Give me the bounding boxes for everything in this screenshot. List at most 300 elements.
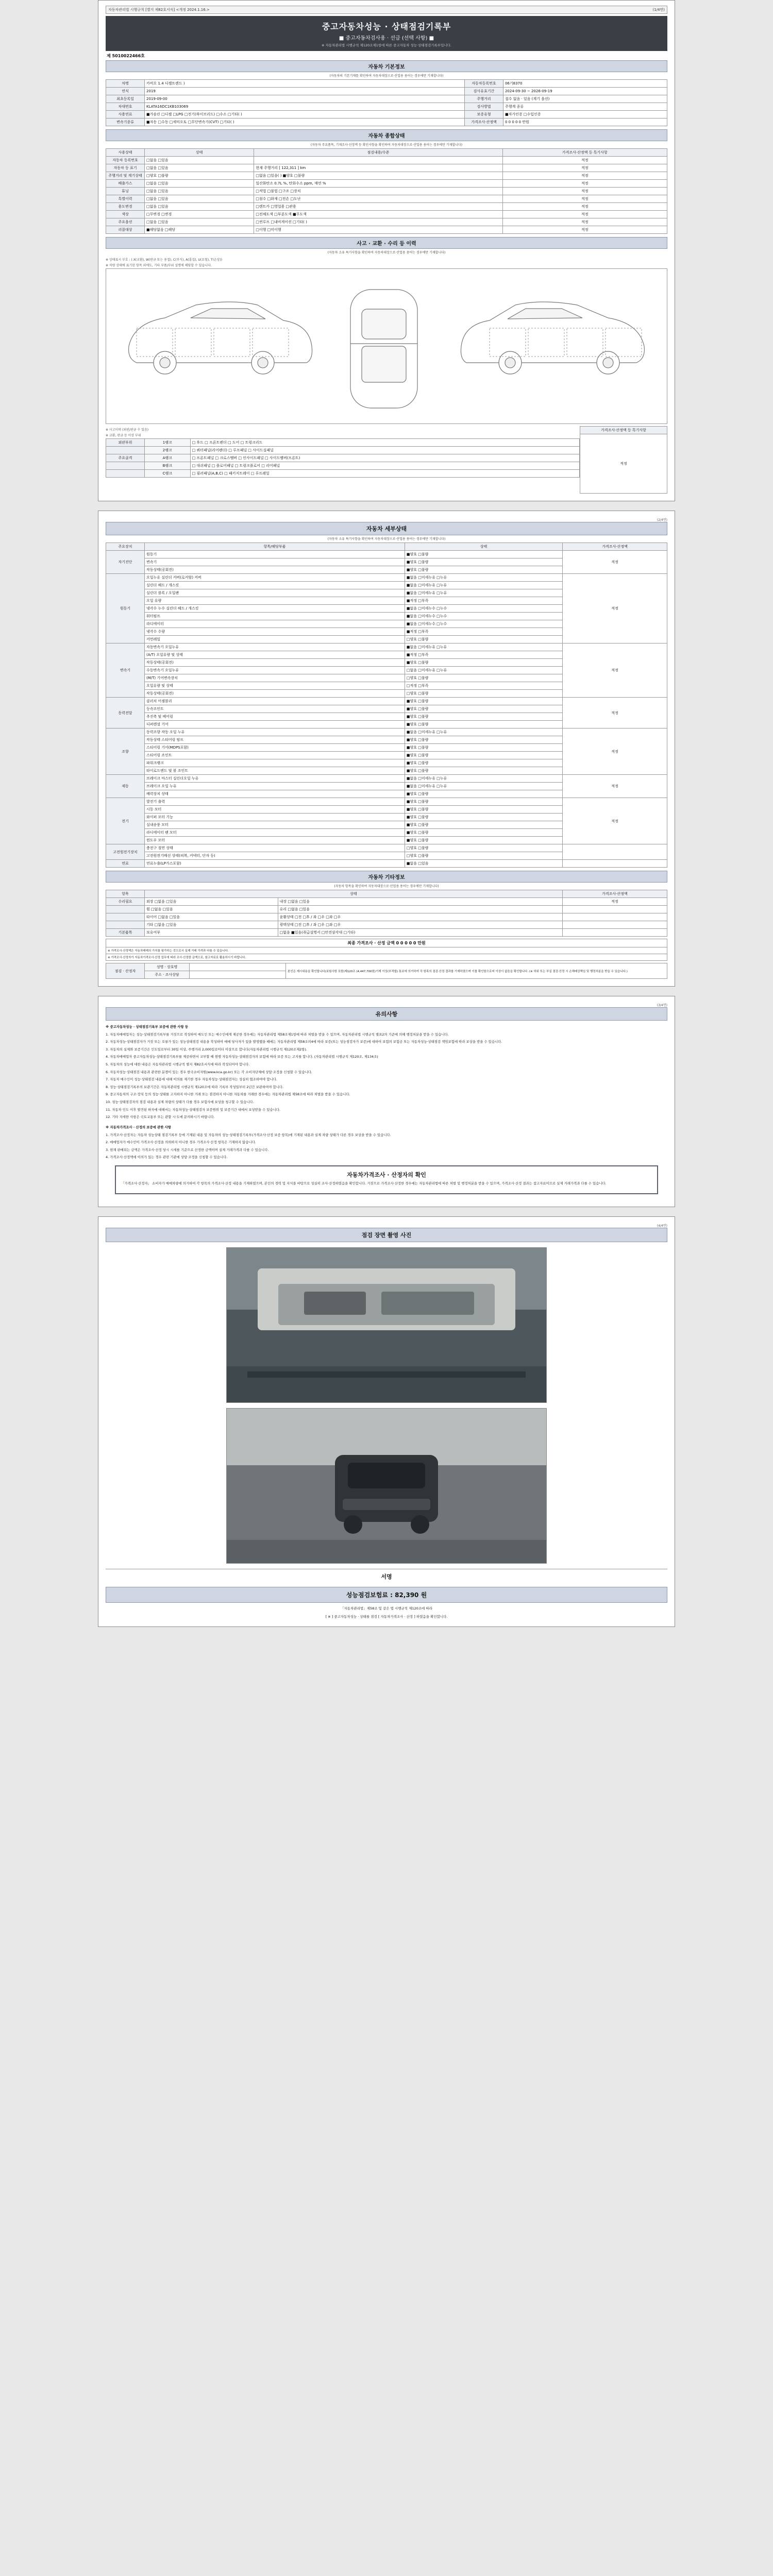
accident-group-0: 외판부위: [106, 439, 145, 447]
detail-state-2-1[interactable]: ■적정 □부족: [405, 651, 562, 659]
detail-row: [106, 698, 667, 705]
detail-state-7-0[interactable]: □양호 □불량: [405, 844, 562, 852]
detail-state-4-0[interactable]: ■없음 □미세누유 □누유: [405, 728, 562, 736]
detail-item-1-7: 냉각수 수량: [145, 628, 405, 636]
detail-table: [106, 543, 667, 868]
accident-parts-2[interactable]: □ 프론트패널 □ 크로스멤버 □ 인사이드패널 □ 사이드멤버(프론트): [190, 454, 579, 462]
detail-row: [106, 798, 667, 806]
detail-item-3-1: 등속조인트: [145, 705, 405, 713]
photos-title: 점검 장면 촬영 사진: [106, 1228, 667, 1242]
notice-sub-head: ※ 자동차가격조사 · 산정의 보증에 관한 사항: [106, 1125, 171, 1129]
basic-value-2[interactable]: 2019-09-00: [145, 95, 465, 103]
basic-info-row: [106, 103, 667, 111]
detail-item-1-3: 오일 유량: [145, 597, 405, 605]
basic-label-2: 최초등록일: [106, 95, 145, 103]
document-title: 중고자동차성능 · 상태점검기록부: [322, 22, 451, 31]
detail-state-3-3[interactable]: ■양호 □불량: [405, 721, 562, 728]
accident-rank-2: A랭크: [145, 454, 191, 462]
basic-info-row: [106, 95, 667, 103]
notice-subitem-2: 3. 현재 판매되는 금액은 가격조사·산정 당시 시세를 기준으로 산정한 금액이며 실제 거래가격과 다를 수 있습니다.: [106, 1147, 269, 1152]
signer-name-value[interactable]: [190, 963, 286, 971]
basic-value-1[interactable]: 2019: [145, 88, 465, 95]
detail-state-5-1[interactable]: ■없음 □미세누유 □누유: [405, 783, 562, 790]
accident-parts-0[interactable]: □ 후드 □ 프론트펜더 □ 도어 □ 트렁크리드: [190, 439, 579, 447]
detail-state-1-1[interactable]: ■없음 □미세누유 □누유: [405, 582, 562, 589]
basic-value2-2[interactable]: 접수 없음 · 있음 (계기 옵션): [503, 95, 667, 103]
notice-item-5: 6. 자동차성능·상태점검 내용과 관련한 분쟁이 있는 경우 한국소비자원(www.kca.go.kr) 또는 각 소비자단체에 상담·조정을 신청할 수 있습니다.: [106, 1070, 312, 1074]
others-b-0[interactable]: 내장 □없음 □있음: [278, 898, 562, 906]
others-key-1: [106, 906, 145, 913]
overall-note-9: 적정: [502, 226, 667, 234]
detail-state-5-2[interactable]: ■양호 □불량: [405, 790, 562, 798]
basic-info-row: [106, 111, 667, 118]
detail-state-6-0[interactable]: ■양호 □불량: [405, 798, 562, 806]
basic-info-row: [106, 118, 667, 126]
declaration-box: [115, 1165, 658, 1194]
detail-item-4-4: 파워크랭크: [145, 759, 405, 767]
detail-group-1: 원동기: [106, 574, 145, 643]
detail-item-4-2: 스티어링 기어(MDPS포함): [145, 744, 405, 752]
detail-item-1-1: 실린더 헤드 / 개스킷: [145, 582, 405, 589]
detail-row: [106, 643, 667, 651]
others-b-4[interactable]: □없음 ■있음(취급설명서 □안전삼각대 □기타): [278, 929, 562, 937]
detail-state-3-2[interactable]: ■양호 □불량: [405, 713, 562, 721]
accident-part-row: [106, 447, 580, 454]
detail-note-6: 적정: [563, 798, 667, 844]
others-section-title: 자동차 기타정보: [106, 871, 667, 883]
overall-note-8: 적정: [502, 218, 667, 226]
detail-item-1-5: 워터펌프: [145, 613, 405, 620]
overall-row: [106, 203, 667, 211]
detail-state-4-2[interactable]: ■양호 □불량: [405, 744, 562, 752]
detail-group-6: 전기: [106, 798, 145, 844]
car-damage-diagram: [106, 268, 667, 424]
overall-row: [106, 195, 667, 203]
detail-item-0-0: 원동기: [145, 551, 405, 558]
basic-label2-0: 자동차등록번호: [464, 80, 503, 88]
overall-note-6: 적정: [502, 203, 667, 211]
detail-state-4-5[interactable]: ■양호 □불량: [405, 767, 562, 775]
notice-item-2: 3. 자동차의 실제와 보증기간은 인도일로부터 30일 이상, 주행거리 2,000킬로미터 이상으로 합니다(자동차관리법 시행규칙 제120조제2항).: [106, 1047, 307, 1052]
page-mark-3: (3/4면): [657, 1004, 667, 1007]
notice-subitem-0: 1. 가격조사·산정자는 자동차 성능상태 점검기록부 등에 기재된 내용 및 자동차의 성능·상태점검기록부(가격조사·산정 보증 항목)에 기재된 내용과 실제 차량 상태가 다른 경우 보상을 받을 수 있습니다.: [106, 1132, 391, 1137]
basic-label-4: 사용연료: [106, 111, 145, 118]
basic-section-note: (자동차의 기본기재를 확인하여 자동차대장으로·산업용 용어는 경우에만 기재합니다): [329, 74, 444, 78]
basic-info-row: [106, 80, 667, 88]
accident-part-row: [106, 439, 580, 447]
final-price-note-1: ※ 가격조사·산정액은 자동차매매의 가치를 평가하는 것으로서 실제 거래 가격과 다를 수 있습니다.: [106, 947, 667, 954]
overall-detail-7[interactable]: □전체도색 □부분도색 ■무도색: [254, 211, 502, 218]
detail-state-6-1[interactable]: ■양호 □불량: [405, 806, 562, 814]
document-subnote: ※ 자동차관리법 시행규칙 제120조제1항에 따른 중고자동차 성능·상태점검기록부입니다.: [321, 43, 451, 47]
photo-engine-bay-svg: [227, 1248, 546, 1402]
detail-item-7-0: 충전구 절연 상태: [145, 844, 405, 852]
final-price-band: 최종 가격조사 · 산정 금액 0 0 0 0 0 만원: [106, 939, 667, 947]
detail-item-6-2: 와이퍼 모터 기능: [145, 814, 405, 821]
others-key-4: 기본품목: [106, 929, 145, 937]
basic-label2-4: 보증유형: [464, 111, 503, 118]
overall-detail-6[interactable]: □렌트카 □영업용 □관용: [254, 203, 502, 211]
detail-row: [106, 574, 667, 582]
notice-item-4: 5. 자동차의 성능에 대한 내용은 자동차관리법 시행규칙 별지 제82호서식에 따라 작성되어야 합니다.: [106, 1062, 250, 1067]
detail-item-6-1: 시동 모터: [145, 806, 405, 814]
detail-group-8: 연료: [106, 860, 145, 868]
detail-item-6-5: 윈도우 모터: [145, 837, 405, 844]
detail-group-2: 변속기: [106, 643, 145, 698]
overall-detail-4[interactable]: □적법 □불법 □구조 □장치: [254, 188, 502, 195]
document-number: 제 5010022466호: [107, 54, 145, 58]
car-diagram-svg: [106, 269, 667, 423]
detail-row: [106, 551, 667, 558]
basic-value-5[interactable]: ■자동 □수동 □세미오토 □무단변속기(CVT) □기타( ): [145, 118, 465, 126]
accident-note-1: ※ 상태표시 부호 : ( X(교환), W(판금 또는 용접), C(부식), A(흠집), U(요철), T(손상)): [106, 258, 223, 262]
detail-row: [106, 844, 667, 852]
basic-value-0[interactable]: 카비오 1.4 디젤트렌드 ): [145, 80, 465, 88]
overall-name-6: 용도변경: [106, 203, 145, 211]
detail-state-2-6[interactable]: □양호 □불량: [405, 690, 562, 698]
detail-item-2-0: 자동변속기 오일누유: [145, 643, 405, 651]
others-note-2: [562, 913, 667, 921]
detail-item-6-3: 실내송풍 모터: [145, 821, 405, 829]
basic-label2-1: 검사유효기간: [464, 88, 503, 95]
overall-row: [106, 188, 667, 195]
detail-state-1-2[interactable]: ■없음 □미세누유 □누유: [405, 589, 562, 597]
accident-rank-0: 1랭크: [145, 439, 191, 447]
detail-state-1-0[interactable]: ■없음 □미세누유 □누유: [405, 574, 562, 582]
detail-item-8-0: 연료누출(LP가스포함): [145, 860, 405, 868]
others-a-3[interactable]: 기타 □없음 □있음: [145, 921, 278, 929]
form-legal-note: [106, 6, 667, 14]
detail-group-5: 제동: [106, 775, 145, 798]
inspection-insurance-fee: 성능점검보험료 : 82,390 원: [106, 1587, 667, 1603]
accident-parts-1[interactable]: □ 쿼터패널(리어펜더) □ 루프패널 □ 사이드실패널: [190, 447, 579, 454]
basic-value2-1[interactable]: 2024-09-30 ~ 2026-09-19: [503, 88, 667, 95]
overall-state-4[interactable]: □없음 □있음: [145, 188, 254, 195]
overall-name-5: 특별이력: [106, 195, 145, 203]
detail-item-1-6: 라디에이터: [145, 620, 405, 628]
overall-row: [106, 172, 667, 180]
detail-note-2: 적정: [563, 643, 667, 698]
detail-item-1-0: 오일누유 실린더 커버(로커암) 커버: [145, 574, 405, 582]
final-price-note-2: ※ 가격조사·산정자가 자동차가격조사·산정 업무에 따라 조사·산정한 금액으로, 참고자료로 활용하시기 바랍니다.: [106, 954, 667, 961]
others-a-4[interactable]: 보유여부: [145, 929, 278, 937]
others-row: [106, 929, 667, 937]
detail-note-5: 적정: [563, 775, 667, 798]
detail-state-3-1[interactable]: ■양호 □불량: [405, 705, 562, 713]
signer-statement: 본인은 제시내용을 확인합니다(보험사항 포함)제120조 (4,447,700원)기재 이상(부적합) 통보에 의거하여 각 항목의 점검·산정 결과를 기재하였으며 이를 확인함으로써 이상이 없음을 확인합니다. (※ 허위 또는 부실 점검·산정 시 손해배상책임 및 행정처분을 받을 수 있습니다.): [286, 963, 667, 979]
overall-detail-9[interactable]: □이행 □미이행: [254, 226, 502, 234]
overall-detail-5[interactable]: □침수 □화재 □전손 □도난: [254, 195, 502, 203]
overall-row: [106, 226, 667, 234]
basic-info-row: [106, 88, 667, 95]
detail-item-5-0: 브레이크 마스터 실린더오일 누유: [145, 775, 405, 783]
declaration-body: 「가격조사·산정자」 소비자가 매매차량에 의거하여 각 항목의 가격조사·산정 내용을 기재하였으며, 본인의 경력 및 지식을 바탕으로 성실히 조사·산정하였음을 확인합니다. 거짓으로 가격조사·산정한 경우에는 자동차관리법에 따른 처벌 및 행정처분을 받을 수 있으며, 가격조사·산정 결과는 참고자료이므로 실제 거래가격과 다를 수 있습니다.: [121, 1181, 607, 1185]
detail-state-2-4[interactable]: □양호 □불량: [405, 674, 562, 682]
basic-value-4[interactable]: ■가솔린 □디젤 □LPG □전기(하이브리드) □수소 □기타( ): [145, 111, 465, 118]
others-key-3: [106, 921, 145, 929]
notice-item-7: 8. 성능·상태점검기록부의 보관기간은 자동차관리법 시행규칙 제120조에 따라 기록부 작성일부터 2년간 보관하여야 합니다.: [106, 1084, 284, 1089]
others-key-0: 수리필요: [106, 898, 145, 906]
detail-section-note: (자동차 소유 특기사항을 확인하여 자동차대장으로·산업용 용어는 경우에만 기재합니다): [327, 537, 446, 541]
page-mark-1: (1/4면): [652, 8, 665, 12]
overall-note-3: 적정: [502, 180, 667, 188]
overall-state-2[interactable]: □양호 □불량: [145, 172, 254, 180]
detail-state-3-0[interactable]: ■양호 □불량: [405, 698, 562, 705]
overall-state-5[interactable]: □없음 □있음: [145, 195, 254, 203]
form-code: 자동차관리법 시행규칙 [별지 제82호서식] <개정 2024.1.16.>: [108, 8, 210, 12]
accident-part-row: [106, 470, 580, 478]
accident-note-2: ※ 차량 상태에 표기된 항목 외에도, 기타 부품/부위 설명에 해당할 수 있습니다.: [106, 264, 212, 267]
notice-subitem-1: 2. 매매업자가 매수인이 가격조사·산정을 의뢰하지 아니한 경우 가격조사·산정 항목은 기재하지 않습니다.: [106, 1140, 256, 1145]
notice-item-9: 10. 성능·상태점검자의 점검 내용과 실제 차량의 상태가 다를 경우 보험사에 보상을 청구할 수 있습니다.: [106, 1100, 254, 1105]
others-note-1: [562, 906, 667, 913]
detail-state-1-8[interactable]: □양호 □불량: [405, 636, 562, 643]
accident-rank-4: C랭크: [145, 470, 191, 478]
detail-state-0-2[interactable]: ■양호 □불량: [405, 566, 562, 574]
detail-row: [106, 775, 667, 783]
others-a-1[interactable]: 휠 □없음 □있음: [145, 906, 278, 913]
notice-title: 유의사항: [106, 1007, 667, 1021]
detail-header-1: 항목/해당부품: [145, 543, 405, 551]
photo-vehicle-rear-svg: [227, 1409, 546, 1563]
detail-item-5-1: 브레이크 오일 누유: [145, 783, 405, 790]
detail-item-5-2: 배력장치 상태: [145, 790, 405, 798]
others-section-note: (자동차 항목을 확인하여 자동차대장으로·산업용 용어는 경우에만 기재합니다): [334, 885, 439, 888]
detail-state-1-3[interactable]: ■적정 □부족: [405, 597, 562, 605]
overall-name-9: 리콜대상: [106, 226, 145, 234]
detail-state-1-6[interactable]: ■없음 □미세누수 □누수: [405, 620, 562, 628]
others-row: [106, 913, 667, 921]
accident-section-title: 사고 · 교환 · 수리 등 이력: [106, 237, 667, 249]
basic-label2-2: 주행거리: [464, 95, 503, 103]
detail-item-2-1: (A/T) 오일유량 및 상태: [145, 651, 405, 659]
detail-state-6-3[interactable]: ■양호 □불량: [405, 821, 562, 829]
page-mark-2: (2/4면): [657, 518, 667, 522]
detail-state-2-3[interactable]: □없음 □미세누유 □누유: [405, 667, 562, 674]
detail-note-3: 적정: [563, 698, 667, 728]
detail-state-6-2[interactable]: ■양호 □불량: [405, 814, 562, 821]
accident-part-row: [106, 462, 580, 470]
detail-row: [106, 860, 667, 868]
overall-detail-2[interactable]: □없음 □있음( ) ■양호 □불량: [254, 172, 502, 180]
overall-state-9[interactable]: ■해당없음 □해당: [145, 226, 254, 234]
detail-state-6-5[interactable]: ■양호 □불량: [405, 837, 562, 844]
overall-section-title: 자동차 종합상태: [106, 129, 667, 141]
detail-state-1-7[interactable]: ■적정 □부족: [405, 628, 562, 636]
basic-label-1: 연식: [106, 88, 145, 95]
overall-note-2: 적정: [502, 172, 667, 180]
overall-note-0: 적정: [502, 157, 667, 164]
detail-item-2-3: 수동변속기 오일누유: [145, 667, 405, 674]
detail-state-0-1[interactable]: ■양호 □불량: [405, 558, 562, 566]
signer-name-label: 성명 · 상호명: [145, 963, 190, 971]
detail-state-7-1[interactable]: □양호 □불량: [405, 852, 562, 860]
sheet-3: [98, 996, 675, 1207]
detail-state-4-4[interactable]: ■양호 □불량: [405, 759, 562, 767]
detail-state-4-3[interactable]: ■양호 □불량: [405, 752, 562, 759]
overall-state-1[interactable]: □없음 □있음: [145, 164, 254, 172]
detail-state-2-2[interactable]: ■양호 □불량: [405, 659, 562, 667]
others-b-3[interactable]: 광택상태 □전 □후 / 좌 □우 □좌 □우: [278, 921, 562, 929]
detail-item-4-5: 타이로드엔드 및 볼 조인트: [145, 767, 405, 775]
detail-state-8-0[interactable]: ■없음 □있음: [405, 860, 562, 868]
detail-group-0: 자기진단: [106, 551, 145, 574]
others-row: [106, 921, 667, 929]
detail-item-3-0: 클러치 어셈블리: [145, 698, 405, 705]
detail-item-6-4: 라디에이터 팬 모터: [145, 829, 405, 837]
basic-label2-5: 가격조사·산정액: [464, 118, 503, 126]
basic-value2-4[interactable]: ■자가인증 □수입인증: [503, 111, 667, 118]
accident-legend-sub: ※ 교환, 판금 등 이상 부위: [106, 434, 141, 437]
detail-state-5-0[interactable]: ■없음 □미세누유 □누유: [405, 775, 562, 783]
footer-note-2: [ ※ ] 중고자동차성능 · 상태를 점검 [ 자동차가격조사 · 산정 ] 하였음을 확인합니다.: [325, 1614, 448, 1619]
detail-state-1-4[interactable]: ■없음 □미세누수 □누수: [405, 605, 562, 613]
others-b-1[interactable]: 유리 □없음 □있음: [278, 906, 562, 913]
detail-note-8: [563, 860, 667, 868]
detail-item-1-2: 실린더 블록 / 오일팬: [145, 589, 405, 597]
basic-value-3[interactable]: KLATA16DC1KB103069: [145, 103, 465, 111]
signer-addr-value[interactable]: [190, 971, 286, 979]
overall-name-1: 자동차 등 표기: [106, 164, 145, 172]
accident-parts-3[interactable]: □ 대쉬패널 □ 플로어패널 □ 트렁크플로어 □ 리어패널: [190, 462, 579, 470]
detail-state-1-5[interactable]: ■없음 □미세누수 □누수: [405, 613, 562, 620]
overall-header-2: 점검내용/수준: [254, 149, 502, 157]
overall-state-8[interactable]: □없음 □있음: [145, 218, 254, 226]
accident-group-4: [106, 470, 145, 478]
detail-header-0: 주요장치: [106, 543, 145, 551]
basic-value2-5[interactable]: 0 0 0 0 0 만원: [503, 118, 667, 126]
page-mark-4: (4/4면): [657, 1224, 667, 1228]
detail-header-2: 상태: [405, 543, 562, 551]
sheet-1: [98, 0, 675, 501]
overall-name-3: 배출가스: [106, 180, 145, 188]
others-key-2: [106, 913, 145, 921]
detail-item-3-2: 추진축 및 베어링: [145, 713, 405, 721]
detail-group-3: 동력전달: [106, 698, 145, 728]
overall-name-7: 색상: [106, 211, 145, 218]
detail-item-1-4: 냉각수 누수 실린더 헤드 / 개스킷: [145, 605, 405, 613]
others-a-2[interactable]: 타이어 □없음 □있음: [145, 913, 278, 921]
overall-name-4: 튜닝: [106, 188, 145, 195]
overall-state-0[interactable]: □없음 □있음: [145, 157, 254, 164]
detail-state-4-1[interactable]: ■양호 □불량: [405, 736, 562, 744]
others-row: [106, 906, 667, 913]
accident-parts-4[interactable]: □ 필러패널(A,B,C) □ 패키지트레이 □ 루프레일: [190, 470, 579, 478]
detail-state-2-5[interactable]: □적정 □부족: [405, 682, 562, 690]
detail-item-2-2: 작동상태(공회전): [145, 659, 405, 667]
overall-state-6[interactable]: □없음 □있음: [145, 203, 254, 211]
overall-table: [106, 148, 667, 234]
others-note-4: [562, 929, 667, 937]
detail-state-0-0[interactable]: ■양호 □불량: [405, 551, 562, 558]
accident-note-value: 적정: [580, 434, 667, 494]
detail-group-7: 고전원전기장치: [106, 844, 145, 860]
overall-detail-1[interactable]: 현재 주행거리 [ 122,311 ] km: [254, 164, 502, 172]
others-note-0: 적정: [562, 898, 667, 906]
overall-note-5: 적정: [502, 195, 667, 203]
detail-state-6-4[interactable]: ■양호 □불량: [405, 829, 562, 837]
overall-detail-8[interactable]: □썬루프 □내비게이션 □기타( ): [254, 218, 502, 226]
detail-section-title: 자동차 세부상태: [106, 522, 667, 535]
detail-item-2-4: (M/T) 기어변속장치: [145, 674, 405, 682]
overall-state-3[interactable]: □없음 □있음: [145, 180, 254, 188]
accident-rank-3: B랭크: [145, 462, 191, 470]
declaration-title: 자동차가격조사 · 산정자의 확인: [347, 1171, 426, 1178]
photo-engine-bay: [226, 1247, 547, 1403]
footer-note-1: 「자동차관리법」제58조 및 같은 법 시행규칙 제120조에 따라: [341, 1606, 432, 1611]
overall-row: [106, 180, 667, 188]
signer-addr-label: 주소 · 조사상담: [145, 971, 190, 979]
detail-note-1: 적정: [563, 574, 667, 643]
notice-item-10: 11. 자동차 인도 이후 발견된 하자에 대해서는 자동차성능·상태점검자 보증범위 및 보증기간 내에서 보상받을 수 있습니다.: [106, 1107, 280, 1112]
detail-state-2-0[interactable]: ■없음 □미세누유 □누유: [405, 643, 562, 651]
others-b-2[interactable]: 윤활상태 □전 □후 / 좌 □우 □좌 □우: [278, 913, 562, 921]
overall-detail-0[interactable]: [254, 157, 502, 164]
overall-row: [106, 218, 667, 226]
signature-label: 서명: [106, 1569, 667, 1584]
others-header-2: 가격조사·산정액: [562, 890, 667, 898]
detail-item-2-5: 오일유량 및 상태: [145, 682, 405, 690]
overall-note-7: 적정: [502, 211, 667, 218]
accident-group-2: 주요골격: [106, 454, 145, 462]
basic-label-0: 차명: [106, 80, 145, 88]
notice-item-list: [106, 1032, 667, 1120]
overall-detail-3[interactable]: 일산화탄소 0.7L %, 탄화수소 ppm, 매연 %: [254, 180, 502, 188]
basic-value2-3[interactable]: 주행계 종류: [503, 103, 667, 111]
document-subtitle: ■ 중고자동차검사용 · 선급 (선택 사항) ■: [339, 36, 434, 41]
overall-note-1: 적정: [502, 164, 667, 172]
detail-header-3: 가격조사·산정액: [563, 543, 667, 551]
accident-note-header: 가격조사·산정액 등 특기사항: [580, 427, 667, 434]
basic-info-table: [106, 79, 667, 126]
detail-item-4-1: 작동상태 스티어링 펌프: [145, 736, 405, 744]
basic-label2-3: 검사방법: [464, 103, 503, 111]
detail-item-3-3: 디퍼렌셜 기어: [145, 721, 405, 728]
detail-group-4: 조향: [106, 728, 145, 775]
accident-group-3: [106, 462, 145, 470]
detail-note-0: 적정: [563, 551, 667, 574]
signer-label: 점검 · 산정자: [106, 963, 145, 979]
others-a-0[interactable]: 외장 □없음 □있음: [145, 898, 278, 906]
basic-label-3: 차대번호: [106, 103, 145, 111]
overall-state-7[interactable]: □무변경 □변경: [145, 211, 254, 218]
others-header-1: 상태: [145, 890, 563, 898]
notice-head: ※ 중고자동차성능 · 상태점검기록부 보증에 관한 사항 등: [106, 1025, 189, 1029]
accident-rank-1: 2랭크: [145, 447, 191, 454]
detail-item-0-2: 작동상태(공회전): [145, 566, 405, 574]
overall-row: [106, 164, 667, 172]
notice-subitem-list: [106, 1133, 667, 1160]
overall-section-note: (자동차 주요품목, 기재조사·선정액 등 확인사항을 확인하여 자동차대장으로·산업용 용어는 경우에만 기재합니다): [310, 143, 463, 147]
accident-part-row: [106, 454, 580, 462]
detail-item-0-1: 변속기: [145, 558, 405, 566]
overall-header-0: 사용상태: [106, 149, 145, 157]
detail-item-6-0: 발전기 출력: [145, 798, 405, 806]
accident-group-1: [106, 447, 145, 454]
notice-item-3: 4. 자동차매매업자 중고자동차성능·상태점검기록부를 제공하면서 교부할 때 현행 자동차성능·상태점검자의 보험에 따라 보증 또는 고지를 합니다. (자동차관리법 시행규칙 제120조, 제134조): [106, 1055, 378, 1059]
signature-table: [106, 963, 667, 979]
detail-item-2-6: 작동상태(공회전): [145, 690, 405, 698]
notice-item-0: 1. 자동차매매업자는 성능·상태점검기록부를 거짓으로 작성하여 매도인 또는 매수인에게 제공한 경우에는 자동차관리법 제58조제1항에 따라 처벌을 받을 수 있으며, 자동차관리법 시행규칙 별표2의 기준에 의해 행정처분을 받을 수 있습니다.: [106, 1032, 449, 1037]
overall-note-4: 적정: [502, 188, 667, 195]
overall-row: [106, 211, 667, 218]
accident-section-note: (자동차 소유 특기사항을 확인하여 자동차대장으로·산업용 용어는 경우에만 기재합니다): [327, 251, 446, 255]
basic-value2-0[interactable]: 06기8370: [503, 80, 667, 88]
photo-vehicle-rear: [226, 1408, 547, 1564]
detail-note-7: [563, 844, 667, 860]
notice-subitem-3: 4. 가격조사·산정액에 이의가 있는 경우 관련 기관에 상담·조정을 신청할 수 있습니다.: [106, 1155, 228, 1160]
detail-row: [106, 728, 667, 736]
